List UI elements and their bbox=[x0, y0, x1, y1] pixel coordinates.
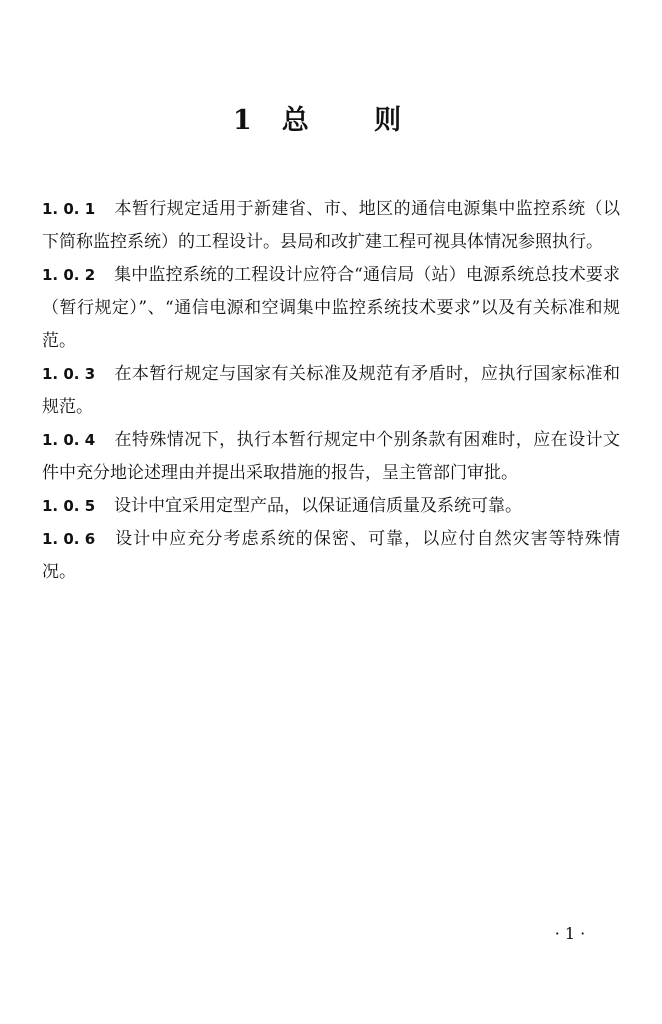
clause-number: 1. 0. 1 bbox=[42, 200, 96, 218]
clause-text: 设计中应充分考虑系统的保密、可靠，以应付自然灾害等特殊情况。 bbox=[42, 529, 620, 582]
clause-1-0-4 bbox=[42, 424, 620, 490]
clause-1-0-2 bbox=[42, 259, 620, 358]
chapter-title-text: 总 则 bbox=[281, 105, 430, 136]
clause-number: 1. 0. 3 bbox=[42, 365, 96, 383]
clause-list bbox=[42, 193, 620, 589]
clause-number: 1. 0. 6 bbox=[42, 530, 96, 548]
page-number: · 1 · bbox=[554, 924, 586, 943]
clause-number: 1. 0. 2 bbox=[42, 266, 96, 284]
clause-text: 在本暂行规定与国家有关标准及规范有矛盾时，应执行国家标准和规范。 bbox=[42, 364, 620, 417]
clause-1-0-6 bbox=[42, 523, 620, 589]
clause-text: 在特殊情况下，执行本暂行规定中个别条款有困难时，应在设计文件中充分地论述理由并提出采取措施的报告，呈主管部门审批。 bbox=[42, 430, 620, 483]
clause-text: 设计中宜采用定型产品，以保证通信质量及系统可靠。 bbox=[114, 496, 522, 516]
clause-1-0-5 bbox=[42, 490, 620, 523]
clause-number: 1. 0. 4 bbox=[42, 431, 96, 449]
clause-1-0-3 bbox=[42, 358, 620, 424]
clause-1-0-1 bbox=[42, 193, 620, 259]
chapter-title bbox=[0, 98, 662, 137]
clause-text: 本暂行规定适用于新建省、市、地区的通信电源集中监控系统（以下简称监控系统）的工程设计。县局和改扩建工程可视具体情况参照执行。 bbox=[42, 199, 620, 252]
clause-number: 1. 0. 5 bbox=[42, 497, 96, 515]
chapter-number: 1 bbox=[232, 105, 254, 136]
clause-text: 集中监控系统的工程设计应符合“通信局（站）电源系统总技术要求（暂行规定）”、“通信电源和空调集中监控系统技术要求”以及有关标准和规范。 bbox=[42, 265, 620, 351]
